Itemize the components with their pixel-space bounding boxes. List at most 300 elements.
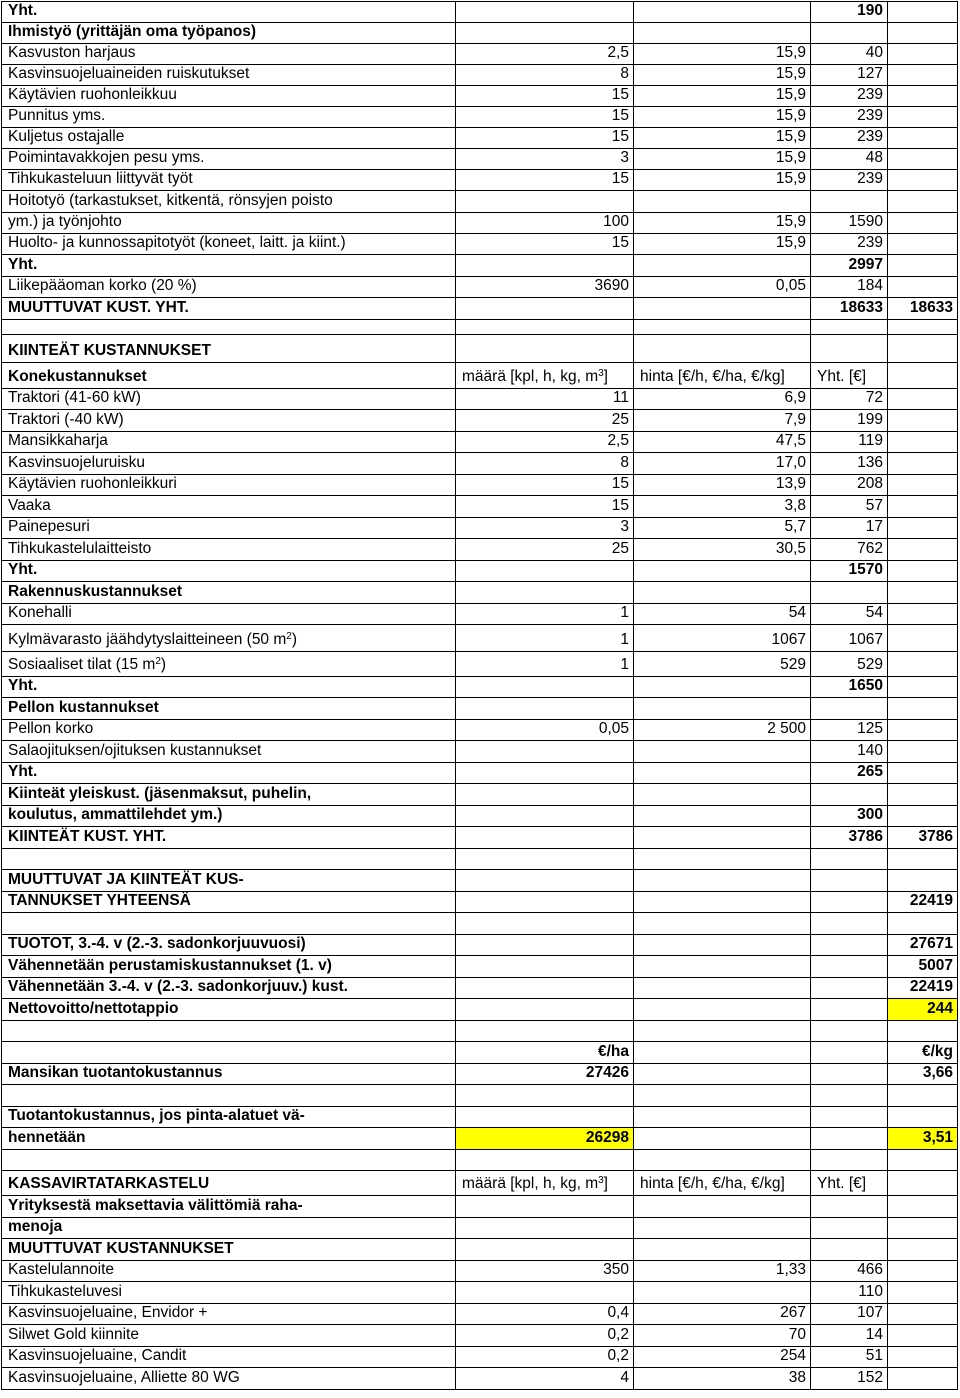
- cell-c[interactable]: [633, 676, 810, 697]
- cell-d[interactable]: [810, 1106, 887, 1127]
- cell-a[interactable]: [1, 334, 455, 362]
- cell-b[interactable]: [455, 891, 633, 912]
- cell-d[interactable]: [810, 517, 887, 538]
- cell-b[interactable]: [455, 1367, 633, 1390]
- cell-b[interactable]: [455, 431, 633, 452]
- cell-c[interactable]: [633, 127, 810, 148]
- cell-d[interactable]: [810, 740, 887, 762]
- cell-e[interactable]: [887, 538, 958, 560]
- cell-c[interactable]: [633, 1127, 810, 1149]
- cell-d[interactable]: [810, 431, 887, 452]
- cell-a[interactable]: [1, 581, 455, 603]
- cell-e[interactable]: [887, 1149, 958, 1170]
- cell-b[interactable]: [455, 1260, 633, 1281]
- cell-c[interactable]: [633, 891, 810, 912]
- cell-c[interactable]: [633, 1238, 810, 1260]
- cell-e[interactable]: [887, 1106, 958, 1127]
- cell-e[interactable]: [887, 955, 958, 977]
- cell-b[interactable]: [455, 651, 633, 676]
- cell-c[interactable]: [633, 1217, 810, 1238]
- cell-e[interactable]: [887, 169, 958, 190]
- cell-b[interactable]: [455, 538, 633, 560]
- cell-e[interactable]: [887, 1, 958, 22]
- cell-b[interactable]: [455, 1346, 633, 1367]
- cell-a[interactable]: [1, 148, 455, 169]
- cell-a[interactable]: [1, 1260, 455, 1281]
- cell-a[interactable]: [1, 1238, 455, 1260]
- cell-c[interactable]: [633, 697, 810, 719]
- cell-d[interactable]: [810, 169, 887, 190]
- cell-b[interactable]: [455, 1238, 633, 1260]
- cell-d[interactable]: [810, 106, 887, 127]
- cell-b[interactable]: [455, 169, 633, 190]
- cell-e[interactable]: [887, 697, 958, 719]
- cell-c[interactable]: [633, 783, 810, 805]
- cell-d[interactable]: [810, 1063, 887, 1084]
- cell-d[interactable]: [810, 148, 887, 169]
- cell-c[interactable]: [633, 869, 810, 891]
- cell-e[interactable]: [887, 388, 958, 409]
- cell-c[interactable]: [633, 1106, 810, 1127]
- cell-b[interactable]: [455, 127, 633, 148]
- cell-d[interactable]: [810, 955, 887, 977]
- cell-b[interactable]: [455, 826, 633, 848]
- cell-a[interactable]: [1, 1346, 455, 1367]
- cell-b[interactable]: [455, 1084, 633, 1106]
- cell-a[interactable]: [1, 783, 455, 805]
- cell-a[interactable]: [1, 362, 455, 388]
- cell-e[interactable]: [887, 560, 958, 581]
- cell-c[interactable]: [633, 431, 810, 452]
- cell-a[interactable]: [1, 805, 455, 826]
- cell-a[interactable]: [1, 719, 455, 740]
- cell-e[interactable]: [887, 740, 958, 762]
- cell-d[interactable]: [810, 891, 887, 912]
- cell-d[interactable]: [810, 805, 887, 826]
- cell-d[interactable]: [810, 581, 887, 603]
- cell-e[interactable]: [887, 474, 958, 495]
- cell-e[interactable]: [887, 912, 958, 934]
- cell-b[interactable]: [455, 624, 633, 651]
- cell-e[interactable]: [887, 805, 958, 826]
- cell-b[interactable]: [455, 560, 633, 581]
- cell-e[interactable]: [887, 998, 958, 1020]
- cell-c[interactable]: [633, 538, 810, 560]
- cell-d[interactable]: [810, 697, 887, 719]
- cell-a[interactable]: [1, 1195, 455, 1217]
- cell-a[interactable]: [1, 212, 455, 233]
- cell-c[interactable]: [633, 560, 810, 581]
- cell-c[interactable]: [633, 409, 810, 431]
- cell-e[interactable]: [887, 783, 958, 805]
- cell-e[interactable]: [887, 651, 958, 676]
- cell-a[interactable]: [1, 1149, 455, 1170]
- cell-c[interactable]: [633, 233, 810, 254]
- cell-a[interactable]: [1, 1281, 455, 1303]
- cell-c[interactable]: [633, 1041, 810, 1063]
- cell-d[interactable]: [810, 409, 887, 431]
- cell-e[interactable]: [887, 977, 958, 998]
- cell-c[interactable]: [633, 319, 810, 334]
- cell-d[interactable]: [810, 977, 887, 998]
- cell-c[interactable]: [633, 1, 810, 22]
- cell-e[interactable]: [887, 212, 958, 233]
- cell-e[interactable]: [887, 624, 958, 651]
- cell-b[interactable]: [455, 805, 633, 826]
- cell-b[interactable]: [455, 474, 633, 495]
- cell-d[interactable]: [810, 254, 887, 276]
- cell-b[interactable]: [455, 762, 633, 783]
- cell-b[interactable]: [455, 452, 633, 474]
- cell-b[interactable]: [455, 955, 633, 977]
- cell-c[interactable]: [633, 977, 810, 998]
- cell-d[interactable]: [810, 624, 887, 651]
- cell-d[interactable]: [810, 560, 887, 581]
- cell-a[interactable]: [1, 106, 455, 127]
- cell-b[interactable]: [455, 1324, 633, 1346]
- cell-b[interactable]: [455, 998, 633, 1020]
- cell-a[interactable]: [1, 740, 455, 762]
- cell-d[interactable]: [810, 388, 887, 409]
- cell-e[interactable]: [887, 934, 958, 955]
- cell-c[interactable]: [633, 740, 810, 762]
- cell-d[interactable]: [810, 934, 887, 955]
- cell-a[interactable]: [1, 409, 455, 431]
- cell-b[interactable]: [455, 719, 633, 740]
- cell-a[interactable]: [1, 1063, 455, 1084]
- cell-e[interactable]: [887, 1170, 958, 1195]
- cell-a[interactable]: [1, 517, 455, 538]
- cell-e[interactable]: [887, 1324, 958, 1346]
- cell-d[interactable]: [810, 912, 887, 934]
- cell-e[interactable]: [887, 1281, 958, 1303]
- cell-b[interactable]: [455, 1303, 633, 1324]
- cell-b[interactable]: [455, 233, 633, 254]
- cell-b[interactable]: [455, 740, 633, 762]
- cell-d[interactable]: [810, 651, 887, 676]
- cell-e[interactable]: [887, 869, 958, 891]
- cell-b[interactable]: [455, 334, 633, 362]
- cell-b[interactable]: [455, 1281, 633, 1303]
- cell-e[interactable]: [887, 762, 958, 783]
- cell-c[interactable]: [633, 1020, 810, 1041]
- cell-e[interactable]: [887, 1217, 958, 1238]
- cell-c[interactable]: [633, 719, 810, 740]
- cell-c[interactable]: [633, 998, 810, 1020]
- cell-c[interactable]: [633, 212, 810, 233]
- cell-d[interactable]: [810, 1324, 887, 1346]
- cell-e[interactable]: [887, 603, 958, 624]
- cell-a[interactable]: [1, 85, 455, 106]
- cell-b[interactable]: [455, 517, 633, 538]
- cell-b[interactable]: [455, 581, 633, 603]
- cell-a[interactable]: [1, 474, 455, 495]
- cell-c[interactable]: [633, 934, 810, 955]
- cell-d[interactable]: [810, 1367, 887, 1390]
- cell-d[interactable]: [810, 1346, 887, 1367]
- cell-e[interactable]: [887, 676, 958, 697]
- cell-e[interactable]: [887, 334, 958, 362]
- cell-e[interactable]: [887, 362, 958, 388]
- cell-b[interactable]: [455, 1020, 633, 1041]
- cell-a[interactable]: [1, 254, 455, 276]
- cell-e[interactable]: [887, 148, 958, 169]
- cell-b[interactable]: [455, 388, 633, 409]
- cell-a[interactable]: [1, 233, 455, 254]
- cell-c[interactable]: [633, 495, 810, 517]
- cell-b[interactable]: [455, 783, 633, 805]
- cell-a[interactable]: [1, 697, 455, 719]
- cell-b[interactable]: [455, 495, 633, 517]
- cell-b[interactable]: [455, 1217, 633, 1238]
- cell-c[interactable]: [633, 334, 810, 362]
- cell-d[interactable]: [810, 319, 887, 334]
- cell-b[interactable]: [455, 319, 633, 334]
- cell-d[interactable]: [810, 276, 887, 297]
- cell-a[interactable]: [1, 169, 455, 190]
- cell-d[interactable]: [810, 297, 887, 319]
- cell-b[interactable]: [455, 1170, 633, 1195]
- cell-c[interactable]: [633, 581, 810, 603]
- cell-b[interactable]: [455, 362, 633, 388]
- cell-e[interactable]: [887, 1195, 958, 1217]
- cell-d[interactable]: [810, 1170, 887, 1195]
- cell-d[interactable]: [810, 998, 887, 1020]
- cell-b[interactable]: [455, 297, 633, 319]
- cell-b[interactable]: [455, 603, 633, 624]
- cell-e[interactable]: [887, 254, 958, 276]
- cell-a[interactable]: [1, 603, 455, 624]
- cell-e[interactable]: [887, 581, 958, 603]
- cell-c[interactable]: [633, 297, 810, 319]
- cell-c[interactable]: [633, 1170, 810, 1195]
- cell-d[interactable]: [810, 1238, 887, 1260]
- cell-d[interactable]: [810, 1149, 887, 1170]
- cell-d[interactable]: [810, 22, 887, 43]
- cell-e[interactable]: [887, 719, 958, 740]
- cell-c[interactable]: [633, 362, 810, 388]
- cell-a[interactable]: [1, 977, 455, 998]
- cell-b[interactable]: [455, 1127, 633, 1149]
- cell-a[interactable]: [1, 22, 455, 43]
- cell-d[interactable]: [810, 783, 887, 805]
- cell-e[interactable]: [887, 1041, 958, 1063]
- cell-e[interactable]: [887, 64, 958, 85]
- cell-e[interactable]: [887, 1303, 958, 1324]
- cell-c[interactable]: [633, 651, 810, 676]
- cell-c[interactable]: [633, 106, 810, 127]
- cell-d[interactable]: [810, 1303, 887, 1324]
- cell-d[interactable]: [810, 1020, 887, 1041]
- cell-d[interactable]: [810, 1281, 887, 1303]
- cell-a[interactable]: [1, 1303, 455, 1324]
- cell-e[interactable]: [887, 826, 958, 848]
- cell-c[interactable]: [633, 1346, 810, 1367]
- cell-a[interactable]: [1, 538, 455, 560]
- cell-b[interactable]: [455, 1149, 633, 1170]
- cell-a[interactable]: [1, 1084, 455, 1106]
- cell-b[interactable]: [455, 934, 633, 955]
- cell-a[interactable]: [1, 998, 455, 1020]
- cell-b[interactable]: [455, 148, 633, 169]
- cell-c[interactable]: [633, 1303, 810, 1324]
- cell-c[interactable]: [633, 624, 810, 651]
- cell-a[interactable]: [1, 1106, 455, 1127]
- cell-d[interactable]: [810, 1084, 887, 1106]
- cell-c[interactable]: [633, 452, 810, 474]
- cell-c[interactable]: [633, 1063, 810, 1084]
- cell-c[interactable]: [633, 1281, 810, 1303]
- cell-a[interactable]: [1, 934, 455, 955]
- cell-d[interactable]: [810, 452, 887, 474]
- cell-e[interactable]: [887, 1260, 958, 1281]
- cell-d[interactable]: [810, 362, 887, 388]
- cell-b[interactable]: [455, 1106, 633, 1127]
- cell-e[interactable]: [887, 85, 958, 106]
- cell-a[interactable]: [1, 912, 455, 934]
- cell-a[interactable]: [1, 388, 455, 409]
- cell-e[interactable]: [887, 297, 958, 319]
- cell-d[interactable]: [810, 85, 887, 106]
- cell-c[interactable]: [633, 254, 810, 276]
- cell-a[interactable]: [1, 762, 455, 783]
- cell-c[interactable]: [633, 169, 810, 190]
- cell-c[interactable]: [633, 276, 810, 297]
- cell-b[interactable]: [455, 43, 633, 64]
- cell-e[interactable]: [887, 409, 958, 431]
- cell-c[interactable]: [633, 912, 810, 934]
- cell-b[interactable]: [455, 912, 633, 934]
- cell-a[interactable]: [1, 891, 455, 912]
- cell-c[interactable]: [633, 22, 810, 43]
- cell-c[interactable]: [633, 190, 810, 212]
- cell-b[interactable]: [455, 22, 633, 43]
- cell-b[interactable]: [455, 1, 633, 22]
- cell-e[interactable]: [887, 106, 958, 127]
- cell-a[interactable]: [1, 955, 455, 977]
- cell-d[interactable]: [810, 495, 887, 517]
- cell-c[interactable]: [633, 1324, 810, 1346]
- cell-e[interactable]: [887, 1127, 958, 1149]
- cell-a[interactable]: [1, 1324, 455, 1346]
- cell-c[interactable]: [633, 85, 810, 106]
- cell-b[interactable]: [455, 1063, 633, 1084]
- cell-d[interactable]: [810, 762, 887, 783]
- cell-b[interactable]: [455, 85, 633, 106]
- cell-c[interactable]: [633, 826, 810, 848]
- cell-e[interactable]: [887, 891, 958, 912]
- cell-a[interactable]: [1, 1367, 455, 1390]
- cell-d[interactable]: [810, 127, 887, 148]
- cell-e[interactable]: [887, 127, 958, 148]
- cell-d[interactable]: [810, 212, 887, 233]
- cell-b[interactable]: [455, 676, 633, 697]
- cell-a[interactable]: [1, 1127, 455, 1149]
- cell-a[interactable]: [1, 1020, 455, 1041]
- cell-d[interactable]: [810, 1, 887, 22]
- cell-c[interactable]: [633, 848, 810, 869]
- cell-c[interactable]: [633, 388, 810, 409]
- cell-e[interactable]: [887, 495, 958, 517]
- cell-a[interactable]: [1, 624, 455, 651]
- cell-d[interactable]: [810, 190, 887, 212]
- cell-a[interactable]: [1, 1, 455, 22]
- cell-d[interactable]: [810, 1217, 887, 1238]
- cell-b[interactable]: [455, 1041, 633, 1063]
- cell-d[interactable]: [810, 1195, 887, 1217]
- cell-e[interactable]: [887, 1084, 958, 1106]
- cell-c[interactable]: [633, 148, 810, 169]
- cell-c[interactable]: [633, 1260, 810, 1281]
- cell-b[interactable]: [455, 64, 633, 85]
- cell-e[interactable]: [887, 276, 958, 297]
- cell-a[interactable]: [1, 560, 455, 581]
- cell-a[interactable]: [1, 127, 455, 148]
- cell-a[interactable]: [1, 297, 455, 319]
- cell-a[interactable]: [1, 431, 455, 452]
- cell-b[interactable]: [455, 848, 633, 869]
- cell-a[interactable]: [1, 1170, 455, 1195]
- cell-a[interactable]: [1, 495, 455, 517]
- cell-c[interactable]: [633, 955, 810, 977]
- cell-a[interactable]: [1, 826, 455, 848]
- cell-d[interactable]: [810, 334, 887, 362]
- cell-c[interactable]: [633, 1149, 810, 1170]
- cell-d[interactable]: [810, 43, 887, 64]
- cell-e[interactable]: [887, 1346, 958, 1367]
- cell-e[interactable]: [887, 22, 958, 43]
- cell-e[interactable]: [887, 190, 958, 212]
- cell-c[interactable]: [633, 603, 810, 624]
- cell-e[interactable]: [887, 431, 958, 452]
- cell-d[interactable]: [810, 1041, 887, 1063]
- cell-e[interactable]: [887, 1367, 958, 1390]
- cell-a[interactable]: [1, 869, 455, 891]
- cell-c[interactable]: [633, 64, 810, 85]
- cell-e[interactable]: [887, 233, 958, 254]
- cell-d[interactable]: [810, 826, 887, 848]
- cell-e[interactable]: [887, 319, 958, 334]
- cell-a[interactable]: [1, 676, 455, 697]
- cell-b[interactable]: [455, 254, 633, 276]
- cell-a[interactable]: [1, 190, 455, 212]
- cell-c[interactable]: [633, 1084, 810, 1106]
- cell-a[interactable]: [1, 319, 455, 334]
- cell-c[interactable]: [633, 1195, 810, 1217]
- cell-e[interactable]: [887, 1020, 958, 1041]
- cell-b[interactable]: [455, 869, 633, 891]
- cell-c[interactable]: [633, 1367, 810, 1390]
- cell-d[interactable]: [810, 233, 887, 254]
- cell-d[interactable]: [810, 64, 887, 85]
- cell-c[interactable]: [633, 517, 810, 538]
- cell-e[interactable]: [887, 517, 958, 538]
- cell-e[interactable]: [887, 43, 958, 64]
- cell-b[interactable]: [455, 977, 633, 998]
- cell-e[interactable]: [887, 848, 958, 869]
- cell-c[interactable]: [633, 805, 810, 826]
- cell-d[interactable]: [810, 676, 887, 697]
- cell-c[interactable]: [633, 762, 810, 783]
- cell-a[interactable]: [1, 848, 455, 869]
- cell-d[interactable]: [810, 1260, 887, 1281]
- cell-e[interactable]: [887, 1238, 958, 1260]
- cell-b[interactable]: [455, 276, 633, 297]
- cell-a[interactable]: [1, 1217, 455, 1238]
- cell-a[interactable]: [1, 651, 455, 676]
- cell-b[interactable]: [455, 409, 633, 431]
- cell-d[interactable]: [810, 603, 887, 624]
